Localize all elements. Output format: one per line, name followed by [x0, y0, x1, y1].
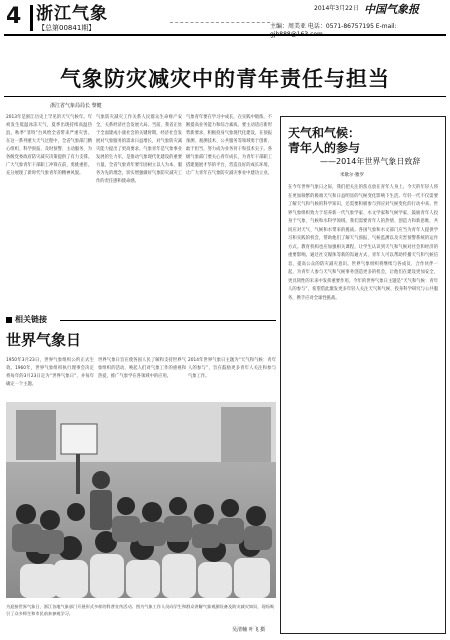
newspaper-name: 中国气象报	[364, 3, 419, 16]
related-column-1: 1950年3月23日，世界气象组织公约正式生效。1960年，世界气象组织执行理事会决定将每年的3月23日定为“世界气象日”，并每年确定一个主题。	[6, 358, 94, 387]
editor-contacts: 主编：周美亚 电话：0571-86757195 E-mail:	[270, 23, 397, 30]
main-headline: 气象防灾减灾中的青年责任与担当	[60, 67, 390, 91]
photo-credit: 吴清楠 叶飞 摄	[232, 627, 266, 633]
side-title-line-2: 青年人的参与	[288, 141, 361, 155]
page-number: 4	[6, 4, 22, 29]
section-name: 浙江气象	[36, 4, 108, 24]
related-links-tag	[6, 314, 60, 326]
issue-date: 2014年3月22日	[314, 5, 359, 12]
related-heading: 世界气象日	[6, 331, 82, 349]
article-byline: 浙江省气象局局长 黎健	[50, 103, 102, 109]
news-photo	[6, 402, 276, 598]
side-article-body: 在今年世界气象日之际，我们把关注的焦点放在青年人身上。今天的年轻人将在更加频繁的极端天气和日益明显的气候变化影响下生活。年轻一代不仅需要了解天气和气候的科学知识，还需要积极参与到应对气候变化的行动中来。世界气象组织致力于培养新一代气象学家、水文学家和气候学家，鼓励青年人投身于气象、气候和水科学领域。我们需要青年人的热情、创造力和新思维，共同应对天气、气候和水带来的挑战。各国气象和水文部门应当为青年人提供学习和实践的机会，帮助他们了解天气预报、气候监测以及灾害预警系统的运作方式。教育机构也应加强相关课程，让学生认识到天气和气候对社会和经济的重要影响。通过社交媒体等新的沟通方式，青年人可以帮助传播天气和气候信息，提高公众的防灾减灾意识。世界气象组织将继续与各成员、合作伙伴一起，为青年人参与天气和气候事务创造更多的机会，让他们在建设更加安全、更具韧性的未来中发挥重要作用。今年的世界气象日主题是“天气和气候：青年人的参与”，希望借此激发更多年轻人关注天气和气候，投身科学研究与公共服务，携手应对全球性挑战。	[288, 185, 438, 301]
side-article-author: 米歇尔·雅罗	[340, 173, 364, 178]
side-article-title	[288, 126, 360, 156]
square-bullet-icon	[6, 317, 12, 323]
photo-caption: 为迎接世界气象日，浙江各地气象部门开展形式多样的科普宣传活动。图为气象工作人员向学生和群众讲解气象观测设备及防灾减灾知识，现场吸引了众多师生和市民前来参观学习。	[6, 604, 275, 616]
related-column-3: 2014年世界气象日主题为“天气和气候：青年人的参与”，旨在鼓励更多青年人关注和参与气象工作。	[188, 358, 276, 379]
side-article-subtitle: ——2014年世界气象日致辞	[320, 157, 421, 166]
related-column-2: 世界气象日旨在使各国人民了解和支持世界气象组织的活动，唤起人们对气象工作的重视和热爱，推广气象学在各领域中的应用。	[98, 358, 186, 379]
headline-rule	[4, 96, 446, 97]
header-divider	[30, 5, 33, 31]
header-dashed-line	[170, 8, 270, 23]
crowd-photo-illustration	[6, 402, 276, 598]
section-issue: 【总第00841期】	[38, 24, 96, 32]
related-tag-label: 相关链接	[15, 315, 47, 324]
article-column-1: 2013年是浙江历史上罕见的天气气候年。年初发生低温冰冻天气，夏季出现持续高温热浪，秋季“菲特”台风给全省带来严重灾害。在这一系列重大天气过程中，全省气象部门精心组织、科学预报、及时预警、主动服务，为各级党委政府防灾减灾决策提供了有力支撑。广大气象青年干部职工冲锋在前、勇挑重担，充分展现了新时代气象青年的精神风貌。	[6, 115, 92, 176]
article-column-2: 气象防灾减灾工作关系人民群众生命财产安全，关系经济社会发展大局。当前，我省正处于全面建成小康社会的关键时期，经济社会发展对气象服务的需求日益增长，对气象防灾减灾能力提出了更高要求。气象青年是气象事业发展的生力军，是推动气象现代化建设的重要力量。全省气象青年要牢固树立以人为本、服务为先的理念，切实增强做好气象防灾减灾工作的责任感和使命感。	[96, 115, 182, 184]
article-column-3: 气象青年要在学习中成长，在实践中锻炼，不断提高业务能力和综合素质。要主动适应新形势新要求，积极投身气象现代化建设，在预报预测、观测技术、公共服务等领域勇于创新、敢于担当，努力成为业务骨干和技术尖子。各级气象部门要关心青年成长，为青年干部职工搭建施展才华的平台，营造良好的成长环境，让广大青年在气象防灾减灾事业中建功立业。	[186, 115, 272, 176]
header-rule	[4, 34, 446, 36]
side-title-line-1: 天气和气候：	[288, 126, 361, 140]
